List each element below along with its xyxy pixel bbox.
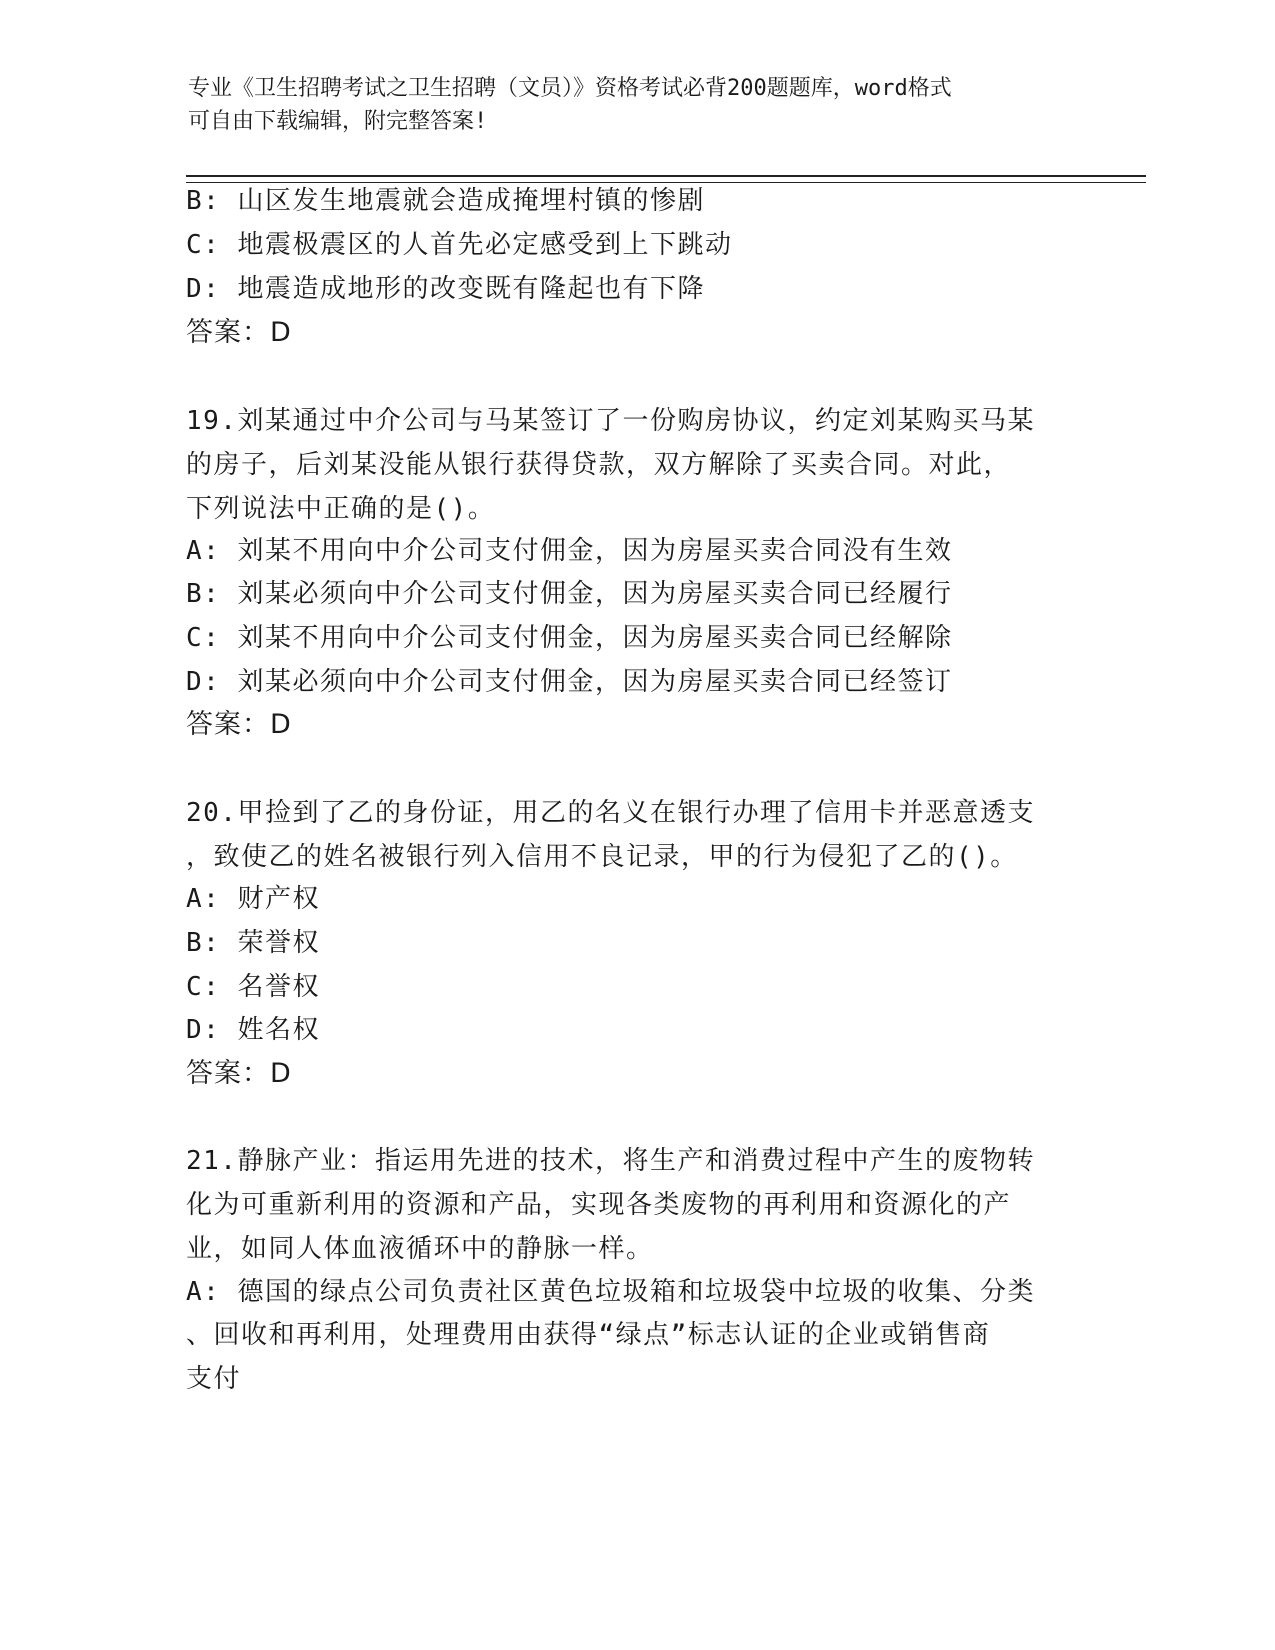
- q21-stem-line1: 21.静脉产业：指运用先进的技术，将生产和消费过程中产生的废物转: [186, 1146, 1035, 1176]
- q18-option-c: C: 地震极震区的人首先必定感受到上下跳动: [186, 230, 733, 260]
- q19-answer: 答案：D: [186, 709, 292, 740]
- q20-stem-line1: 20.甲捡到了乙的身份证，用乙的名义在银行办理了信用卡并恶意透支: [186, 798, 1035, 828]
- q18-option-b: B: 山区发生地震就会造成掩埋村镇的惨剧: [186, 186, 705, 216]
- header-title-line1: 专业《卫生招聘考试之卫生招聘（文员）》资格考试必背200题题库，word格式: [188, 76, 952, 101]
- q19-option-a: A: 刘某不用向中介公司支付佣金，因为房屋买卖合同没有生效: [186, 536, 953, 566]
- q21-option-a-line2: 、回收和再利用，处理费用由获得“绿点”标志认证的企业或销售商: [186, 1320, 991, 1350]
- q20-answer: 答案：D: [186, 1058, 292, 1089]
- q20-option-a: A: 财产权: [186, 884, 320, 914]
- q21-stem-line3: 业，如同人体血液循环中的静脉一样。: [186, 1234, 654, 1264]
- q19-option-b: B: 刘某必须向中介公司支付佣金，因为房屋买卖合同已经履行: [186, 579, 953, 609]
- q20-option-c: C: 名誉权: [186, 972, 320, 1002]
- q20-stem-line2: ，致使乙的姓名被银行列入信用不良记录，甲的行为侵犯了乙的()。: [186, 842, 1018, 872]
- document-header: [188, 72, 1068, 138]
- q19-stem-line2: 的房子，后刘某没能从银行获得贷款，双方解除了买卖合同。对此，: [186, 450, 1012, 480]
- q21-option-a-line1: A: 德国的绿点公司负责社区黄色垃圾箱和垃圾袋中垃圾的收集、分类: [186, 1277, 1035, 1307]
- q19-stem-line1: 19.刘某通过中介公司与马某签订了一份购房协议，约定刘某购买马某: [186, 406, 1035, 436]
- header-divider-thick: [186, 175, 1146, 177]
- q21-option-a-line3: 支付: [186, 1364, 242, 1394]
- q18-answer: 答案：D: [186, 317, 292, 348]
- q19-option-d: D: 刘某必须向中介公司支付佣金，因为房屋买卖合同已经签订: [186, 667, 953, 697]
- q20-option-b: B: 荣誉权: [186, 928, 320, 958]
- header-title-line2: 可自由下载编辑，附完整答案!: [188, 109, 488, 134]
- q21-stem-line2: 化为可重新利用的资源和产品，实现各类废物的再利用和资源化的产: [186, 1190, 1012, 1220]
- q18-option-d: D: 地震造成地形的改变既有隆起也有下降: [186, 274, 705, 304]
- q19-option-c: C: 刘某不用向中介公司支付佣金，因为房屋买卖合同已经解除: [186, 623, 953, 653]
- header-divider-thin: [186, 182, 1146, 183]
- q20-option-d: D: 姓名权: [186, 1015, 320, 1045]
- q19-stem-line3: 下列说法中正确的是()。: [186, 494, 496, 524]
